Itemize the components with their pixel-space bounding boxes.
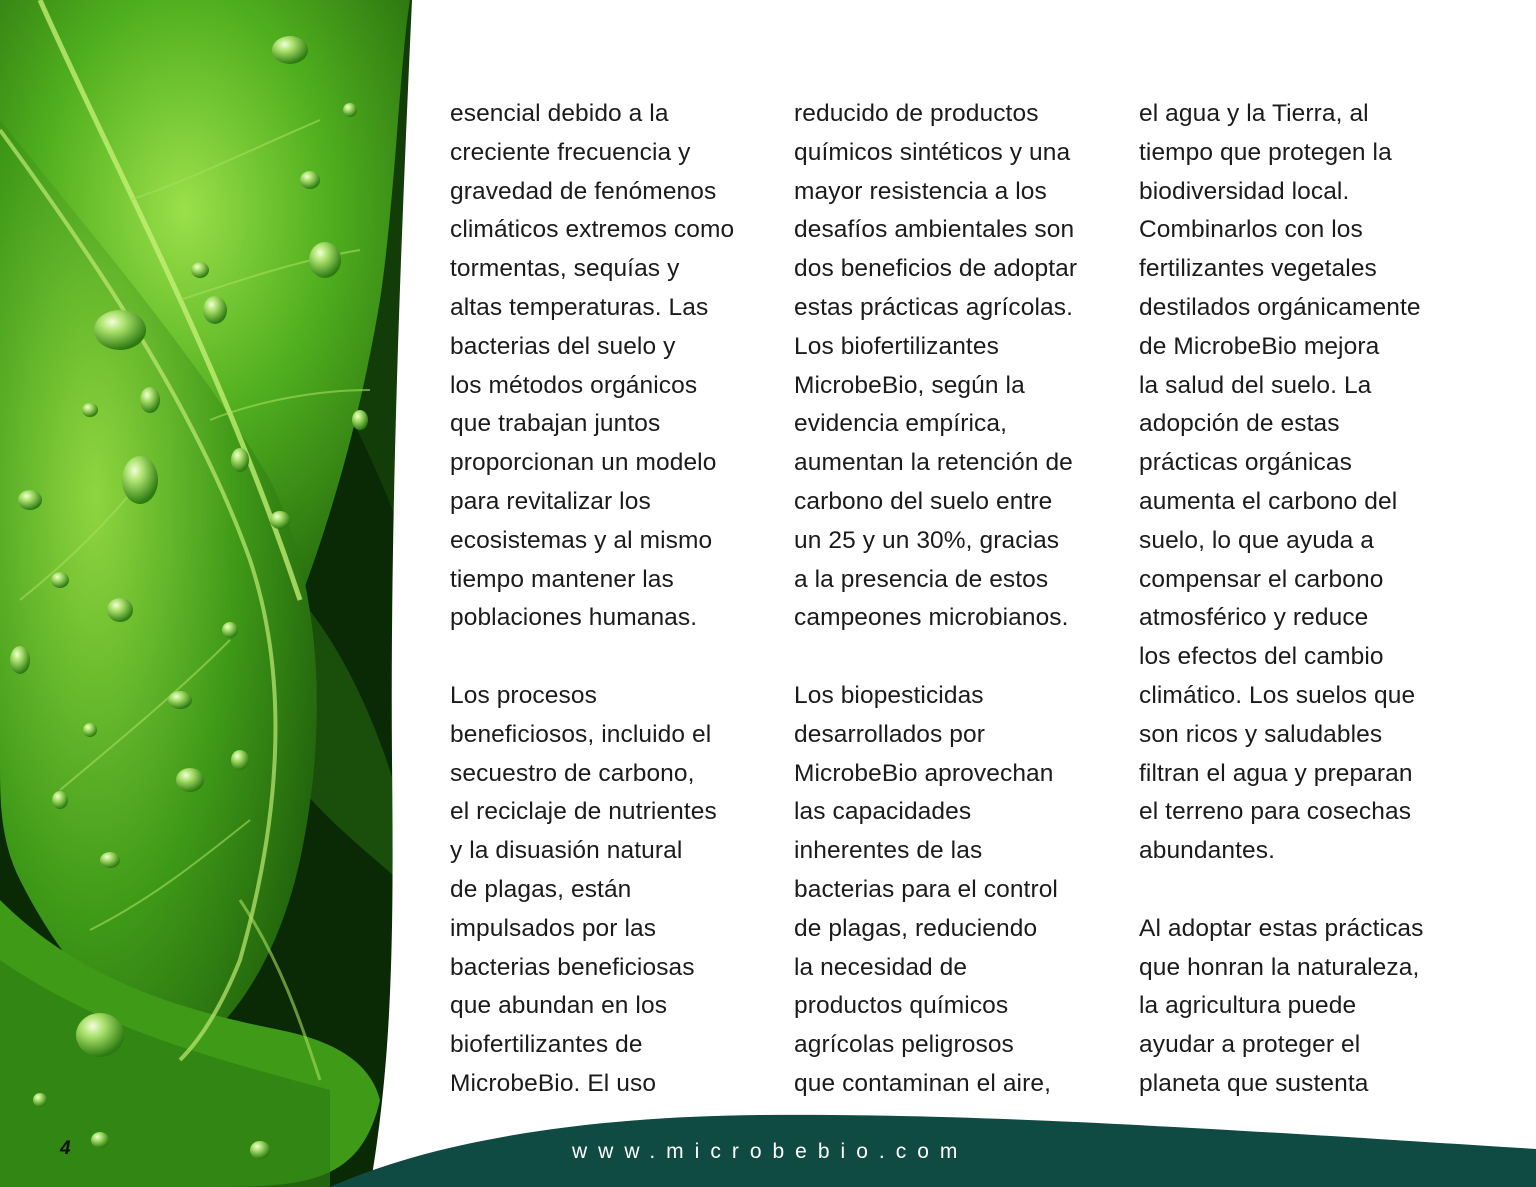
text-line: climático. Los suelos que	[1139, 681, 1416, 709]
text-line: adopción de estas	[1139, 410, 1340, 438]
text-line: dos beneficios de adoptar	[794, 255, 1078, 283]
text-line: esencial debido a la	[450, 100, 669, 127]
page-number: 4	[60, 1138, 71, 1159]
paragraph-gap	[450, 638, 760, 677]
text-line: Al adoptar estas prácticas	[1139, 914, 1424, 942]
text-line: biodiversidad local.	[1139, 177, 1350, 205]
text-line: prácticas orgánicas	[1139, 449, 1352, 477]
text-line: creciente frecuencia y	[450, 138, 691, 166]
text-column-2	[794, 95, 1104, 1104]
text-line: altas temperaturas. Las	[450, 293, 709, 321]
text-line: Combinarlos con los	[1139, 216, 1363, 244]
text-line: la salud del suelo. La	[1139, 371, 1372, 399]
text-line: el terreno para cosechas	[1139, 798, 1412, 826]
text-line: la necesidad de	[794, 953, 968, 981]
text-line: de MicrobeBio mejora	[1139, 332, 1380, 360]
text-line: beneficiosos, incluido el	[450, 720, 712, 748]
text-line: filtran el agua y preparan	[1139, 759, 1413, 787]
leaf-photo	[0, 0, 440, 1187]
text-line: aumenta el carbono del	[1139, 487, 1398, 515]
text-line: los métodos orgánicos	[450, 371, 698, 399]
text-line: suelo, lo que ayuda a	[1139, 526, 1375, 554]
text-line: estas prácticas agrícolas.	[794, 293, 1074, 321]
text-line: bacterias beneficiosas	[450, 953, 695, 981]
text-line: ecosistemas y al mismo	[450, 526, 713, 554]
text-line: carbono del suelo entre	[794, 487, 1053, 515]
text-line: reducido de productos	[794, 100, 1039, 127]
text-line: desarrollados por	[794, 720, 986, 748]
text-line: bacterias para el control	[794, 875, 1058, 903]
text-line: tormentas, sequías y	[450, 255, 680, 283]
text-line: atmosférico y reduce	[1139, 604, 1369, 632]
footer-website-link[interactable]: www.microbebio.com	[572, 1140, 969, 1163]
text-line: que trabajan juntos	[450, 410, 661, 438]
text-line: productos químicos	[794, 992, 1009, 1020]
text-line: la agricultura puede	[1139, 992, 1357, 1020]
text-line: destilados orgánicamente	[1139, 293, 1421, 321]
paragraph-gap	[1139, 871, 1469, 910]
text-line: y la disuasión natural	[450, 837, 683, 865]
text-line: de plagas, reduciendo	[794, 914, 1038, 942]
text-line: aumentan la retención de	[794, 449, 1073, 477]
text-line: MicrobeBio aprovechan	[794, 759, 1054, 787]
text-line: ayudar a proteger el	[1139, 1031, 1361, 1059]
text-line: climáticos extremos como	[450, 216, 735, 244]
text-line: proporcionan un modelo	[450, 449, 717, 477]
text-line: abundantes.	[1139, 837, 1275, 865]
text-line: que abundan en los	[450, 992, 668, 1020]
text-line: bacterias del suelo y	[450, 332, 676, 360]
text-column-3	[1139, 95, 1469, 1104]
text-line: Los procesos	[450, 681, 597, 709]
text-line: tiempo mantener las	[450, 565, 674, 593]
paragraph-gap	[794, 638, 1104, 677]
text-line: secuestro de carbono,	[450, 759, 695, 787]
text-line: a la presencia de estos	[794, 565, 1049, 593]
text-line: poblaciones humanas.	[450, 604, 698, 632]
text-line: gravedad de fenómenos	[450, 177, 717, 205]
text-line: impulsados por las	[450, 914, 657, 942]
text-line: campeones microbianos.	[794, 604, 1069, 632]
text-line: planeta que sustenta	[1139, 1069, 1369, 1097]
text-line: que contaminan el aire,	[794, 1069, 1051, 1097]
text-line: MicrobeBio, según la	[794, 371, 1025, 399]
text-line: evidencia empírica,	[794, 410, 1007, 438]
text-line: desafíos ambientales son	[794, 216, 1075, 244]
text-line: un 25 y un 30%, gracias	[794, 526, 1060, 554]
text-line: el reciclaje de nutrientes	[450, 798, 717, 826]
text-line: de plagas, están	[450, 875, 632, 903]
text-line: que honran la naturaleza,	[1139, 953, 1420, 981]
text-line: tiempo que protegen la	[1139, 138, 1392, 166]
text-column-1	[450, 95, 760, 1104]
text-line: químicos sintéticos y una	[794, 138, 1071, 166]
text-line: para revitalizar los	[450, 487, 651, 515]
text-line: mayor resistencia a los	[794, 177, 1047, 205]
text-line: fertilizantes vegetales	[1139, 255, 1377, 283]
text-line: MicrobeBio. El uso	[450, 1069, 657, 1097]
text-line: las capacidades	[794, 798, 972, 826]
text-line: biofertilizantes de	[450, 1031, 643, 1059]
text-line: los efectos del cambio	[1139, 643, 1384, 671]
text-line: son ricos y saludables	[1139, 720, 1383, 748]
text-line: inherentes de las	[794, 837, 983, 865]
text-line: compensar el carbono	[1139, 565, 1384, 593]
text-line: el agua y la Tierra, al	[1139, 100, 1369, 127]
text-line: agrícolas peligrosos	[794, 1031, 1014, 1059]
text-line: Los biofertilizantes	[794, 332, 999, 360]
text-line: Los biopesticidas	[794, 681, 984, 709]
